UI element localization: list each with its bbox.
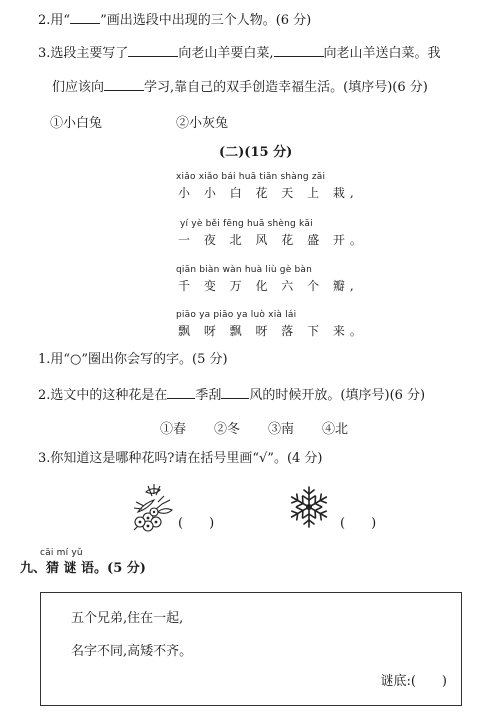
poem-line-3-hanzi: 千 变 万 化 六 个 瓣, xyxy=(178,279,359,293)
question-3: 3.你知道这是哪种花吗?请在括号里画“√”。(4 分) xyxy=(38,451,323,466)
q2-part3: 风的时候开放。(填序号)(6 分) xyxy=(249,388,426,403)
poem-line-1-hanzi: 小 小 白 花 天 上 栽, xyxy=(178,186,359,200)
q3-top-blank2 xyxy=(274,45,324,57)
section-9-pinyin: cāi mí yǔ xyxy=(40,548,83,558)
q3-top-option-2: ②小灰兔 xyxy=(176,116,229,131)
q3-top-option-1: ①小白兔 xyxy=(50,116,103,131)
q2-option-2: ②冬 xyxy=(214,422,241,437)
q3-top-part2: 向老山羊要白菜, xyxy=(178,46,274,61)
riddle-line-2: 名字不同,高矮不齐。 xyxy=(71,644,193,659)
section-2-title: (二)(15 分) xyxy=(219,145,293,160)
q3-top-part3: 向老山羊送白菜。我 xyxy=(323,46,441,61)
riddle-answer[interactable]: 谜底:( ) xyxy=(380,674,447,689)
question-3-top-line2 xyxy=(52,79,428,96)
q2-option-4: ④北 xyxy=(322,422,349,437)
poem-line-1-pinyin: xiǎo xiǎo bái huā tiān shàng zāi xyxy=(176,172,326,182)
q2-option-1: ①春 xyxy=(160,422,187,437)
poem-line-2-pinyin: yí yè běi fēng huā shèng kāi xyxy=(180,219,313,229)
q2-part2: 季刮 xyxy=(195,388,222,403)
snowflake-answer-paren[interactable]: ( ) xyxy=(340,516,377,531)
riddle-box xyxy=(40,592,462,706)
q2-blank2 xyxy=(221,387,249,399)
poem-line-3-pinyin: qiān biàn wàn huà liù gè bàn xyxy=(176,265,313,275)
snowflake-icon xyxy=(286,484,332,530)
riddle-line-1: 五个兄弟,住在一起, xyxy=(71,611,184,626)
poem-line-4-pinyin: piāo ya piāo ya luò xià lái xyxy=(176,310,297,320)
q3-top-part1: 3.选段主要写了 xyxy=(38,46,129,61)
question-2-top xyxy=(38,12,311,29)
q2-blank1 xyxy=(167,387,195,399)
q3-top-blank3 xyxy=(104,79,144,91)
question-1: 1.用“○”圈出你会写的字。(5 分) xyxy=(38,352,228,367)
q2-top-blank xyxy=(70,12,100,24)
poem-line-4-hanzi: 飘 呀 飘 呀 落 下 来。 xyxy=(178,324,367,338)
q2-top-prefix: 2.用“ xyxy=(38,13,71,28)
q3-top-line2-part1: 们应该向 xyxy=(52,80,105,95)
q3-top-line2-part2: 学习,靠自己的双手创造幸福生活。(填序号)(6 分) xyxy=(144,80,428,95)
q3-top-blank1 xyxy=(128,45,178,57)
q2-top-suffix: ”画出选段中出现的三个人物。(6 分) xyxy=(100,13,312,28)
section-9-title: 九、猜 谜 语。(5 分) xyxy=(20,561,146,576)
q2-option-3: ③南 xyxy=(268,422,295,437)
question-3-top-line1 xyxy=(38,45,441,62)
question-2 xyxy=(38,387,425,404)
q2-part1: 2.选文中的这种花是在 xyxy=(38,388,168,403)
flower-icon xyxy=(128,482,174,534)
flower-answer-paren[interactable]: ( ) xyxy=(178,516,215,531)
poem-line-2-hanzi: 一 夜 北 风 花 盛 开。 xyxy=(178,233,367,247)
